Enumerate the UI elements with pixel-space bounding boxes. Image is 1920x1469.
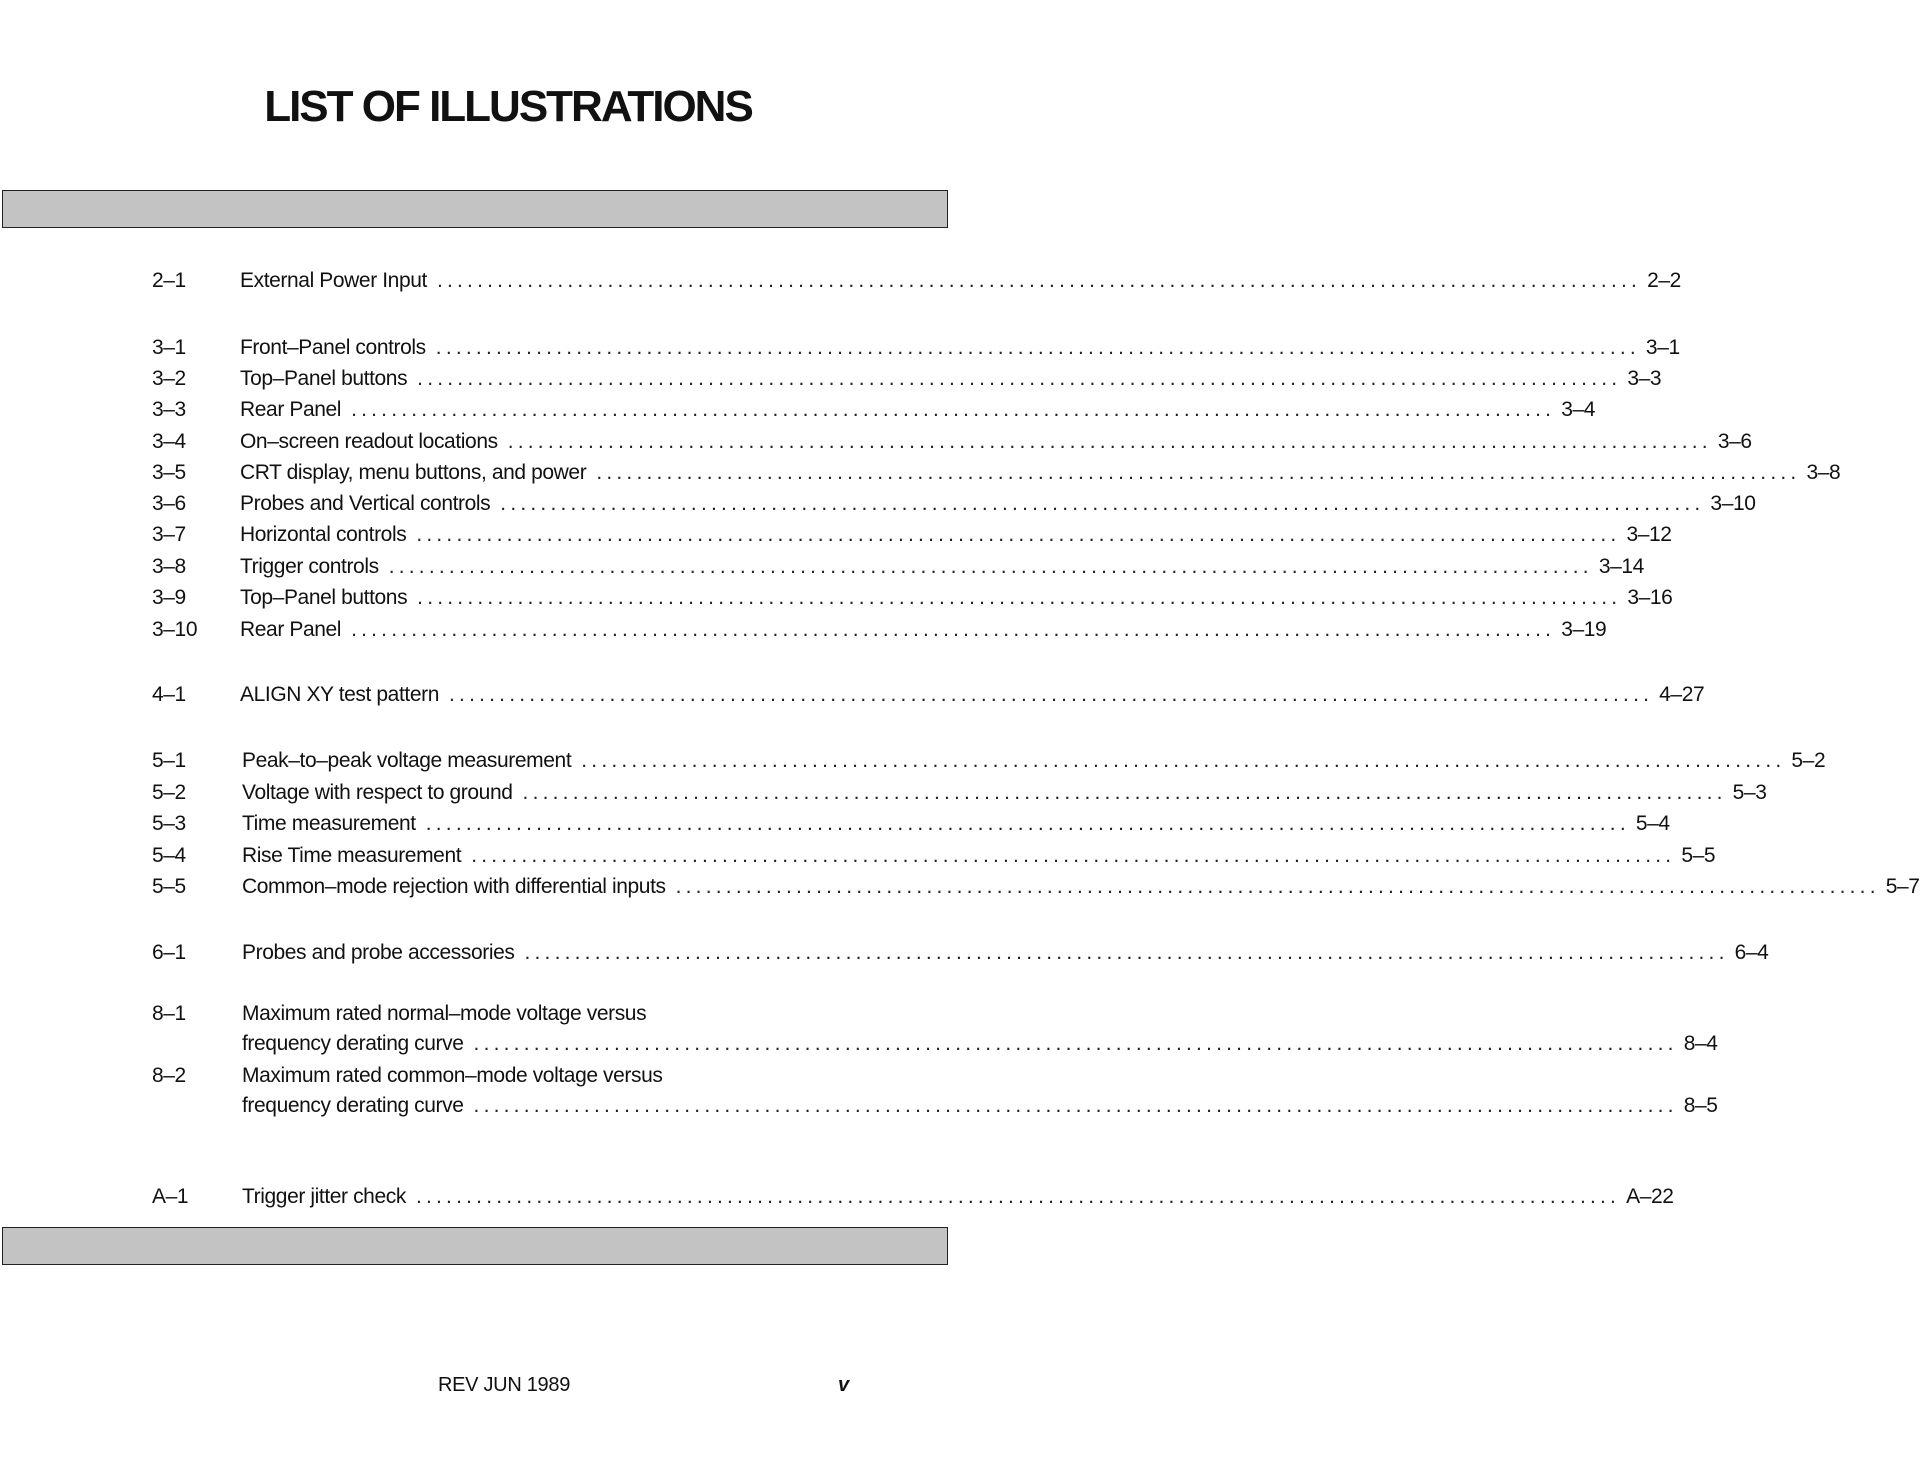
figure-title: Rise Time measurement bbox=[242, 844, 462, 867]
figure-number: 8–2 bbox=[152, 1064, 186, 1087]
figure-page: 3–10 bbox=[1710, 492, 1756, 515]
list-item bbox=[152, 939, 1769, 967]
figure-number: A–1 bbox=[152, 1185, 189, 1208]
list-item bbox=[152, 365, 1662, 393]
list-item bbox=[152, 1183, 1674, 1211]
footer-rule-bar bbox=[2, 1227, 948, 1265]
figure-number: 3–6 bbox=[152, 492, 186, 515]
figure-title: On–screen readout locations bbox=[240, 430, 498, 453]
figure-number: 2–1 bbox=[152, 269, 186, 292]
figure-page: 2–2 bbox=[1647, 269, 1681, 292]
figure-number: 5–3 bbox=[152, 812, 186, 835]
figure-number: 8–1 bbox=[152, 1002, 186, 1025]
figure-page: 4–27 bbox=[1659, 683, 1705, 706]
figure-page: 3–8 bbox=[1806, 461, 1841, 484]
figure-number: 3–8 bbox=[152, 555, 186, 578]
figure-title: Top–Panel buttons bbox=[240, 586, 408, 609]
figure-number: 3–3 bbox=[152, 398, 186, 421]
figure-number: 5–1 bbox=[152, 749, 186, 772]
page-title: LIST OF ILLUSTRATIONS bbox=[264, 82, 752, 131]
figure-page: 3–16 bbox=[1627, 586, 1673, 609]
list-item bbox=[152, 681, 1705, 709]
dot-leader: ........................................................................................................................ bbox=[581, 749, 1786, 772]
figure-page: 5–3 bbox=[1732, 781, 1767, 804]
list-item bbox=[152, 1062, 852, 1090]
figure-page: 3–12 bbox=[1626, 523, 1672, 546]
dot-leader: ........................................................................................................................ bbox=[425, 812, 1630, 835]
dot-leader: ........................................................................................................................ bbox=[436, 269, 1642, 292]
figure-title: Time measurement bbox=[242, 812, 416, 835]
list-item bbox=[152, 553, 1644, 581]
figure-number: 3–9 bbox=[152, 586, 186, 609]
list-item bbox=[152, 842, 1716, 870]
dot-leader: ........................................................................................................................ bbox=[473, 1094, 1678, 1117]
dot-leader: ........................................................................................................................ bbox=[473, 1032, 1678, 1055]
list-item-continuation bbox=[152, 1030, 1718, 1058]
list-item bbox=[152, 396, 1596, 424]
figure-page: 8–4 bbox=[1683, 1032, 1718, 1055]
figure-page: 5–7 bbox=[1885, 875, 1920, 898]
figure-page: A–22 bbox=[1626, 1185, 1674, 1208]
figure-number: 6–1 bbox=[152, 941, 186, 964]
dot-leader: ........................................................................................................................ bbox=[500, 492, 1705, 515]
dot-leader: ........................................................................................................................ bbox=[415, 1185, 1621, 1208]
figure-page: 3–1 bbox=[1645, 336, 1680, 359]
figure-page: 3–19 bbox=[1561, 618, 1607, 641]
figure-title: frequency derating curve bbox=[242, 1094, 464, 1117]
figure-page: 3–6 bbox=[1717, 430, 1752, 453]
list-item bbox=[152, 810, 1670, 838]
dot-leader: ........................................................................................................................ bbox=[471, 844, 1676, 867]
figure-number: 3–1 bbox=[152, 336, 186, 359]
figure-title: Trigger controls bbox=[240, 555, 379, 578]
figure-page: 3–4 bbox=[1561, 398, 1596, 421]
dot-leader: ........................................................................................................................ bbox=[524, 941, 1729, 964]
list-item bbox=[152, 334, 1680, 362]
list-item bbox=[152, 459, 1841, 487]
list-item bbox=[152, 584, 1673, 612]
figure-number: 3–10 bbox=[152, 618, 198, 641]
figure-title: Voltage with respect to ground bbox=[242, 781, 513, 804]
figure-title: Rear Panel bbox=[240, 618, 342, 641]
figure-number: 3–4 bbox=[152, 430, 186, 453]
list-item bbox=[152, 1000, 852, 1028]
figure-title-line1: Maximum rated normal–mode voltage versus bbox=[242, 1002, 647, 1025]
dot-leader: ........................................................................................................................ bbox=[388, 555, 1593, 578]
dot-leader: ........................................................................................................................ bbox=[675, 875, 1880, 898]
figure-page: 8–5 bbox=[1683, 1094, 1718, 1117]
figure-title: Top–Panel buttons bbox=[240, 367, 408, 390]
figure-title: CRT display, menu buttons, and power bbox=[240, 461, 587, 484]
dot-leader: ........................................................................................................................ bbox=[449, 683, 1654, 706]
figure-title: Rear Panel bbox=[240, 398, 342, 421]
dot-leader: ........................................................................................................................ bbox=[417, 586, 1622, 609]
figure-title-line1: Maximum rated common–mode voltage versus bbox=[242, 1064, 663, 1087]
dot-leader: ........................................................................................................................ bbox=[596, 461, 1801, 484]
figure-page: 5–5 bbox=[1681, 844, 1716, 867]
figure-title: ALIGN XY test pattern bbox=[240, 683, 439, 706]
figure-title: frequency derating curve bbox=[242, 1032, 464, 1055]
list-item bbox=[152, 521, 1672, 549]
figure-number: 3–2 bbox=[152, 367, 186, 390]
figure-number: 3–5 bbox=[152, 461, 186, 484]
list-item bbox=[152, 616, 1607, 644]
figure-title: Common–mode rejection with differential inputs bbox=[242, 875, 666, 898]
dot-leader: ........................................................................................................................ bbox=[507, 430, 1712, 453]
figure-number: 3–7 bbox=[152, 523, 186, 546]
figure-number: 5–4 bbox=[152, 844, 186, 867]
figure-number: 5–5 bbox=[152, 875, 186, 898]
list-item bbox=[152, 490, 1756, 518]
dot-leader: ........................................................................................................................ bbox=[351, 398, 1556, 421]
list-item bbox=[152, 747, 1826, 775]
dot-leader: ........................................................................................................................ bbox=[416, 523, 1621, 546]
dot-leader: ........................................................................................................................ bbox=[435, 336, 1640, 359]
revision-date: REV JUN 1989 bbox=[438, 1374, 571, 1396]
list-item bbox=[152, 779, 1767, 807]
dot-leader: ........................................................................................................................ bbox=[522, 781, 1727, 804]
figure-page: 3–14 bbox=[1598, 555, 1644, 578]
figure-title: External Power Input bbox=[240, 269, 427, 292]
list-item-continuation bbox=[152, 1092, 1718, 1120]
figure-page: 6–4 bbox=[1734, 941, 1769, 964]
list-item bbox=[152, 267, 1681, 295]
list-item bbox=[152, 428, 1752, 456]
figure-title: Front–Panel controls bbox=[240, 336, 426, 359]
dot-leader: ........................................................................................................................ bbox=[417, 367, 1622, 390]
list-item bbox=[152, 873, 1920, 901]
figure-title: Peak–to–peak voltage measurement bbox=[242, 749, 572, 772]
dot-leader: ........................................................................................................................ bbox=[351, 618, 1556, 641]
figure-page: 3–3 bbox=[1627, 367, 1662, 390]
figure-page: 5–4 bbox=[1635, 812, 1670, 835]
figure-title: Horizontal controls bbox=[240, 523, 407, 546]
page-number: v bbox=[838, 1374, 850, 1396]
figure-title: Probes and Vertical controls bbox=[240, 492, 491, 515]
figure-title: Probes and probe accessories bbox=[242, 941, 515, 964]
figure-number: 4–1 bbox=[152, 683, 186, 706]
figure-page: 5–2 bbox=[1791, 749, 1826, 772]
figure-title: Trigger jitter check bbox=[242, 1185, 406, 1208]
figure-number: 5–2 bbox=[152, 781, 186, 804]
